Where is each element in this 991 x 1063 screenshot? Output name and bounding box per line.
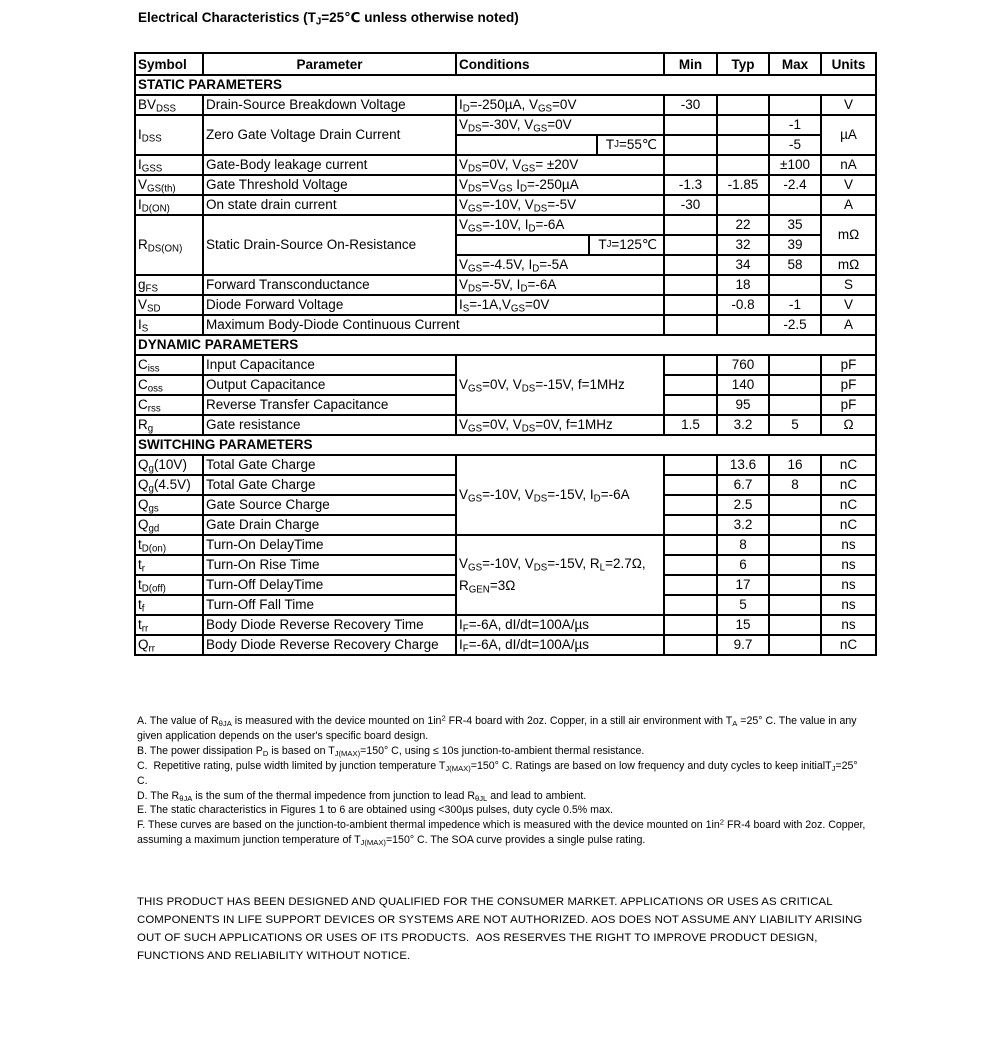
max-cell xyxy=(769,195,821,215)
typ-cell: 2.5 xyxy=(717,495,769,515)
parameter-cell: Forward Transconductance xyxy=(203,275,456,295)
tj-condition: T J =125℃ xyxy=(588,235,664,255)
sym-sub: oss xyxy=(147,383,163,395)
max-cell: 39 xyxy=(769,235,821,255)
section-label: DYNAMIC PARAMETERS xyxy=(135,335,876,355)
parameter-cell: Gate Source Charge xyxy=(203,495,456,515)
max-cell xyxy=(769,535,821,555)
min-cell xyxy=(664,615,717,635)
unit-cell: nC xyxy=(821,475,876,495)
max-cell: 58 xyxy=(769,255,821,275)
footnote-a: A. The value of $R_{\theta JA}$ is measured with the device mounted on $1in^2$ FR-4 board with 2oz. Copper, in a still air environment with $T_A =25^\circ$ C. The value in any given application depends on the user's specific board design. xyxy=(137,713,857,742)
typ-cell: 8 xyxy=(717,535,769,555)
sym-sub: D(off) xyxy=(141,583,166,595)
header-max: Max xyxy=(769,53,821,75)
header-conditions: Conditions xyxy=(456,53,664,75)
conditions-cell: $V_{GS}=0V$, $V_{DS}=-15V$, f=1MHz xyxy=(456,355,664,415)
sym-sub: f xyxy=(141,603,145,615)
parameter-cell: Reverse Transfer Capacitance xyxy=(203,395,456,415)
conditions-cell: $I_F=-6A$, dI/dt=100A/µs xyxy=(456,615,664,635)
typ-cell: 34 xyxy=(717,255,769,275)
table-row-bvdss xyxy=(135,95,876,115)
sym-sub: rr xyxy=(148,643,155,655)
max-cell xyxy=(769,635,821,655)
typ-cell: -0.8 xyxy=(717,295,769,315)
symbol-cell xyxy=(135,535,203,555)
parameter-cell: Turn-On DelayTime xyxy=(203,535,456,555)
unit-cell: pF xyxy=(821,395,876,415)
max-cell xyxy=(769,495,821,515)
symbol-cell xyxy=(135,575,203,595)
min-cell xyxy=(664,555,717,575)
symbol-cell xyxy=(135,215,203,275)
symbol-cell xyxy=(135,395,203,415)
max-cell xyxy=(769,515,821,535)
max-cell xyxy=(769,375,821,395)
max-cell: 35 xyxy=(769,215,821,235)
footnote-f: F. These curves are based on the junction-to-ambient thermal impedence which is measured with the device mounted on $1in^2$ FR-4 board with 2oz. Copper, assuming a maximum junction temperature of $T_{J(MAX)}=150^\circ$ C. The SOA curve provides a single pulse rating. xyxy=(137,817,866,848)
typ-cell xyxy=(717,95,769,115)
sym-sub: FS xyxy=(145,283,158,295)
max-cell: -2.4 xyxy=(769,175,821,195)
symbol-cell xyxy=(135,455,203,475)
parameter-cell: Gate Threshold Voltage xyxy=(203,175,456,195)
min-cell xyxy=(664,215,717,235)
min-cell xyxy=(664,495,717,515)
sym: C xyxy=(138,377,148,392)
sym: C xyxy=(138,357,148,372)
unit-cell: S xyxy=(821,275,876,295)
max-cell xyxy=(769,615,821,635)
typ-cell xyxy=(717,195,769,215)
table-row-idss xyxy=(135,115,876,135)
sym: I xyxy=(138,157,142,172)
typ-cell: 5 xyxy=(717,595,769,615)
table-row-qg10 xyxy=(135,455,876,475)
parameter-cell: Maximum Body-Diode Continuous Current xyxy=(203,315,664,335)
symbol-cell xyxy=(135,95,203,115)
unit-cell: nC xyxy=(821,515,876,535)
max-cell xyxy=(769,395,821,415)
symbol-cell xyxy=(135,355,203,375)
typ-cell: 22 xyxy=(717,215,769,235)
table-row-vgsth xyxy=(135,175,876,195)
sym-sub: GSS xyxy=(141,163,163,175)
max-cell xyxy=(769,575,821,595)
parameter-cell: Body Diode Reverse Recovery Time xyxy=(203,615,456,635)
header-min: Min xyxy=(664,53,717,75)
min-cell xyxy=(664,375,717,395)
typ-cell: 140 xyxy=(717,375,769,395)
typ-cell xyxy=(717,115,769,135)
symbol-cell xyxy=(135,415,203,435)
symbol-cell xyxy=(135,495,203,515)
conditions-cell: $I_F=-6A$, dI/dt=100A/µs xyxy=(456,635,664,655)
unit-cell: V xyxy=(821,295,876,315)
typ-cell: 3.2 xyxy=(717,415,769,435)
max-cell xyxy=(769,355,821,375)
typ-cell: 95 xyxy=(717,395,769,415)
unit-cell: ns xyxy=(821,535,876,555)
min-cell xyxy=(664,155,717,175)
table-row-qrr xyxy=(135,635,876,655)
conditions-cell xyxy=(456,235,664,255)
parameter-cell: Turn-Off DelayTime xyxy=(203,575,456,595)
sym-sub: S xyxy=(141,323,149,335)
min-cell xyxy=(664,295,717,315)
typ-cell: 760 xyxy=(717,355,769,375)
sym: t xyxy=(138,537,142,552)
unit-cell: nC xyxy=(821,635,876,655)
unit-cell: mΩ xyxy=(821,255,876,275)
header-row xyxy=(135,53,876,75)
section-switching xyxy=(135,435,876,455)
footnote-d: D. The $R_{\theta JA}$ is the sum of the thermal impedence from junction to lead $R_{\theta JL}$ and lead to ambient. xyxy=(137,789,587,803)
min-cell xyxy=(664,515,717,535)
conditions-cell: $V_{DS}=0V$, $V_{GS}= \pm 20V$ xyxy=(456,155,664,175)
max-cell xyxy=(769,275,821,295)
symbol-cell xyxy=(135,515,203,535)
unit-cell: A xyxy=(821,315,876,335)
min-cell xyxy=(664,455,717,475)
unit-cell: pF xyxy=(821,375,876,395)
min-cell: -1.3 xyxy=(664,175,717,195)
conditions-cell: $V_{DS}=V_{GS}$ $I_D=-250\mu A$ xyxy=(456,175,664,195)
header-units: Units xyxy=(821,53,876,75)
typ-cell: 13.6 xyxy=(717,455,769,475)
footnotes xyxy=(137,714,867,848)
tj-condition: T J =55℃ xyxy=(596,135,664,155)
electrical-characteristics-table xyxy=(134,52,877,656)
typ-cell: 3.2 xyxy=(717,515,769,535)
footnote-b: B. The power dissipation $P_D$ is based on $T_{J(MAX)}=150^\circ$ C, using ≤ 10s junction-to-ambient thermal resistance. xyxy=(137,744,645,758)
parameter-cell: Gate-Body leakage current xyxy=(203,155,456,175)
conditions-cell: $I_D=-250\mu A$, $V_{GS}=0V$ xyxy=(456,95,664,115)
unit-cell: µA xyxy=(821,115,876,155)
sym-post: (10V) xyxy=(153,457,187,472)
sym-post: (4.5V) xyxy=(153,477,191,492)
min-cell xyxy=(664,115,717,135)
disclaimer: THIS PRODUCT HAS BEEN DESIGNED AND QUALIFIED FOR THE CONSUMER MARKET. APPLICATIONS OR USES AS CRITICAL COMPONENTS IN LIFE SUPPORT DEVICES OR SYSTEMS ARE NOT AUTHORIZED. AOS DOES NOT ASSUME ANY LIABILITY ARISING OUT OF SUCH APPLICATIONS OR USES OF ITS PRODUCTS. AOS RESERVES THE RIGHT TO IMPROVE PRODUCT DESIGN, FUNCTIONS AND RELIABILITY WITHOUT NOTICE. xyxy=(137,896,863,962)
min-cell xyxy=(664,595,717,615)
sym: t xyxy=(138,597,142,612)
unit-cell: nA xyxy=(821,155,876,175)
max-cell xyxy=(769,595,821,615)
typ-cell xyxy=(717,315,769,335)
sym: R xyxy=(138,237,148,252)
symbol-cell xyxy=(135,475,203,495)
symbol-cell xyxy=(135,295,203,315)
sym: g xyxy=(138,277,146,292)
min-cell: 1.5 xyxy=(664,415,717,435)
parameter-cell: Total Gate Charge xyxy=(203,455,456,475)
symbol-cell xyxy=(135,555,203,575)
sym: Q xyxy=(138,637,149,652)
max-cell: ±100 xyxy=(769,155,821,175)
conditions-cell: $V_{GS}=-10V$, $V_{DS}=-15V$, $R_L=2.7\Omega$, $R_{GEN}=3\Omega$ xyxy=(456,535,664,615)
sym: I xyxy=(138,317,142,332)
min-cell xyxy=(664,255,717,275)
unit-cell: pF xyxy=(821,355,876,375)
header-typ: Typ xyxy=(717,53,769,75)
parameter-cell: Zero Gate Voltage Drain Current xyxy=(203,115,456,155)
parameter-cell: Drain-Source Breakdown Voltage xyxy=(203,95,456,115)
parameter-cell: On state drain current xyxy=(203,195,456,215)
min-cell xyxy=(664,315,717,335)
table-row-ciss xyxy=(135,355,876,375)
section-dynamic xyxy=(135,335,876,355)
unit-cell: V xyxy=(821,175,876,195)
typ-cell: 9.7 xyxy=(717,635,769,655)
conditions-cell: $V_{DS}=-5V$, $I_D=-6A$ xyxy=(456,275,664,295)
parameter-cell: Body Diode Reverse Recovery Charge xyxy=(203,635,456,655)
typ-cell: 6 xyxy=(717,555,769,575)
sym-sub: r xyxy=(141,563,146,575)
min-cell xyxy=(664,635,717,655)
table-row-trr xyxy=(135,615,876,635)
parameter-cell: Diode Forward Voltage xyxy=(203,295,456,315)
typ-cell: 18 xyxy=(717,275,769,295)
parameter-cell: Output Capacitance xyxy=(203,375,456,395)
sym-sub: SD xyxy=(147,303,161,315)
section-label: SWITCHING PARAMETERS xyxy=(135,435,876,455)
sym-sub: rss xyxy=(147,403,161,415)
table-row-igss xyxy=(135,155,876,175)
symbol-cell xyxy=(135,375,203,395)
max-cell: -1 xyxy=(769,115,821,135)
symbol-cell xyxy=(135,115,203,155)
symbol-cell xyxy=(135,315,203,335)
symbol-cell xyxy=(135,275,203,295)
sym-sub: D(ON) xyxy=(141,203,170,215)
parameter-cell: Input Capacitance xyxy=(203,355,456,375)
min-cell xyxy=(664,535,717,555)
conditions-cell: $V_{GS}=-4.5V$, $I_D=-5A$ xyxy=(456,255,664,275)
max-cell: -2.5 xyxy=(769,315,821,335)
sym: Q xyxy=(138,457,149,472)
min-cell: -30 xyxy=(664,95,717,115)
typ-cell: -1.85 xyxy=(717,175,769,195)
min-cell: -30 xyxy=(664,195,717,215)
sym-sub: DSS xyxy=(141,133,162,145)
sym: I xyxy=(138,127,142,142)
sym-sub: g xyxy=(148,463,154,475)
unit-cell: ns xyxy=(821,595,876,615)
sym-sub: GS(th) xyxy=(147,183,176,195)
sym-sub: g xyxy=(148,483,154,495)
sym: V xyxy=(138,297,148,312)
table-row-tdon xyxy=(135,535,876,555)
typ-cell xyxy=(717,135,769,155)
table-row-idon xyxy=(135,195,876,215)
parameter-cell: Gate resistance xyxy=(203,415,456,435)
page-title xyxy=(138,10,519,26)
unit-cell: ns xyxy=(821,615,876,635)
symbol-cell xyxy=(135,635,203,655)
symbol-cell xyxy=(135,175,203,195)
conditions-cell: $V_{DS}=-30V$, $V_{GS}=0V$ xyxy=(456,115,664,135)
min-cell xyxy=(664,395,717,415)
sym-sub: D(on) xyxy=(141,543,167,555)
sym: Q xyxy=(138,477,149,492)
typ-cell xyxy=(717,155,769,175)
unit-cell: ns xyxy=(821,575,876,595)
section-label: STATIC PARAMETERS xyxy=(135,75,876,95)
symbol-cell xyxy=(135,615,203,635)
table-row-is xyxy=(135,315,876,335)
table-row-gfs xyxy=(135,275,876,295)
min-cell xyxy=(664,235,717,255)
max-cell: 5 xyxy=(769,415,821,435)
conditions-cell xyxy=(456,135,664,155)
table-row-vsd xyxy=(135,295,876,315)
unit-cell: nC xyxy=(821,495,876,515)
table-row-rg xyxy=(135,415,876,435)
sym: I xyxy=(138,197,142,212)
max-cell xyxy=(769,95,821,115)
min-cell xyxy=(664,355,717,375)
footnote-c: C. Repetitive rating, pulse width limited by junction temperature $T_{J(MAX)}=150^\circ$ C. Ratings are based on low frequency and duty cycles to keep initialT$_J$=25° C. xyxy=(137,759,858,787)
sym: t xyxy=(138,557,142,572)
sym: t xyxy=(138,617,142,632)
sym-sub: rr xyxy=(141,623,149,635)
footnote-e: E. The static characteristics in Figures 1 to 6 are obtained using <300µs pulses, duty cycle 0.5% max. xyxy=(137,804,614,817)
sym: R xyxy=(138,417,148,432)
sym: V xyxy=(138,177,148,192)
min-cell xyxy=(664,575,717,595)
sym-sub: gs xyxy=(148,503,159,515)
conditions-cell: $V_{GS}=-10V$, $I_D=-6A$ xyxy=(456,215,664,235)
typ-cell: 6.7 xyxy=(717,475,769,495)
sym-sub: gd xyxy=(148,523,160,535)
symbol-cell xyxy=(135,155,203,175)
sym: t xyxy=(138,577,142,592)
symbol-cell xyxy=(135,195,203,215)
typ-cell: 15 xyxy=(717,615,769,635)
sym: Q xyxy=(138,517,149,532)
min-cell xyxy=(664,275,717,295)
conditions-cell: $I_S=-1A,V_{GS}=0V$ xyxy=(456,295,664,315)
parameter-cell: Total Gate Charge xyxy=(203,475,456,495)
unit-cell: mΩ xyxy=(821,215,876,255)
parameter-cell: Gate Drain Charge xyxy=(203,515,456,535)
header-symbol: Symbol xyxy=(135,53,203,75)
conditions-cell: $V_{GS}=-10V$, $V_{DS}=-15V$, $I_D=-6A$ xyxy=(456,455,664,535)
section-static xyxy=(135,75,876,95)
unit-cell: A xyxy=(821,195,876,215)
sym-sub: DS(ON) xyxy=(147,243,183,255)
unit-cell: nC xyxy=(821,455,876,475)
max-cell: 16 xyxy=(769,455,821,475)
header-parameter: Parameter xyxy=(203,53,456,75)
table-row-rdson xyxy=(135,215,876,235)
min-cell xyxy=(664,475,717,495)
parameter-cell: Turn-Off Fall Time xyxy=(203,595,456,615)
sym: Q xyxy=(138,497,149,512)
sym-sub: iss xyxy=(147,363,160,375)
sym-sub: g xyxy=(147,423,154,435)
title-prefix: Electrical Characteristics (T xyxy=(138,10,316,25)
title-sub: J xyxy=(315,16,322,28)
max-cell xyxy=(769,555,821,575)
unit-cell: ns xyxy=(821,555,876,575)
symbol-cell xyxy=(135,595,203,615)
unit-cell: Ω xyxy=(821,415,876,435)
title-suffix: =25℃ unless otherwise noted) xyxy=(321,10,519,25)
conditions-cell: $V_{GS}=-10V$, $V_{DS}=-5V$ xyxy=(456,195,664,215)
typ-cell: 17 xyxy=(717,575,769,595)
max-cell: 8 xyxy=(769,475,821,495)
parameter-cell: Turn-On Rise Time xyxy=(203,555,456,575)
min-cell xyxy=(664,135,717,155)
max-cell: -5 xyxy=(769,135,821,155)
typ-cell: 32 xyxy=(717,235,769,255)
sym-sub: DSS xyxy=(156,103,176,115)
parameter-cell: Static Drain-Source On-Resistance xyxy=(203,215,456,275)
sym: C xyxy=(138,397,148,412)
conditions-cell: $V_{GS}=0V$, $V_{DS}=0V$, f=1MHz xyxy=(456,415,664,435)
max-cell: -1 xyxy=(769,295,821,315)
sym: BV xyxy=(138,97,157,112)
unit-cell: V xyxy=(821,95,876,115)
